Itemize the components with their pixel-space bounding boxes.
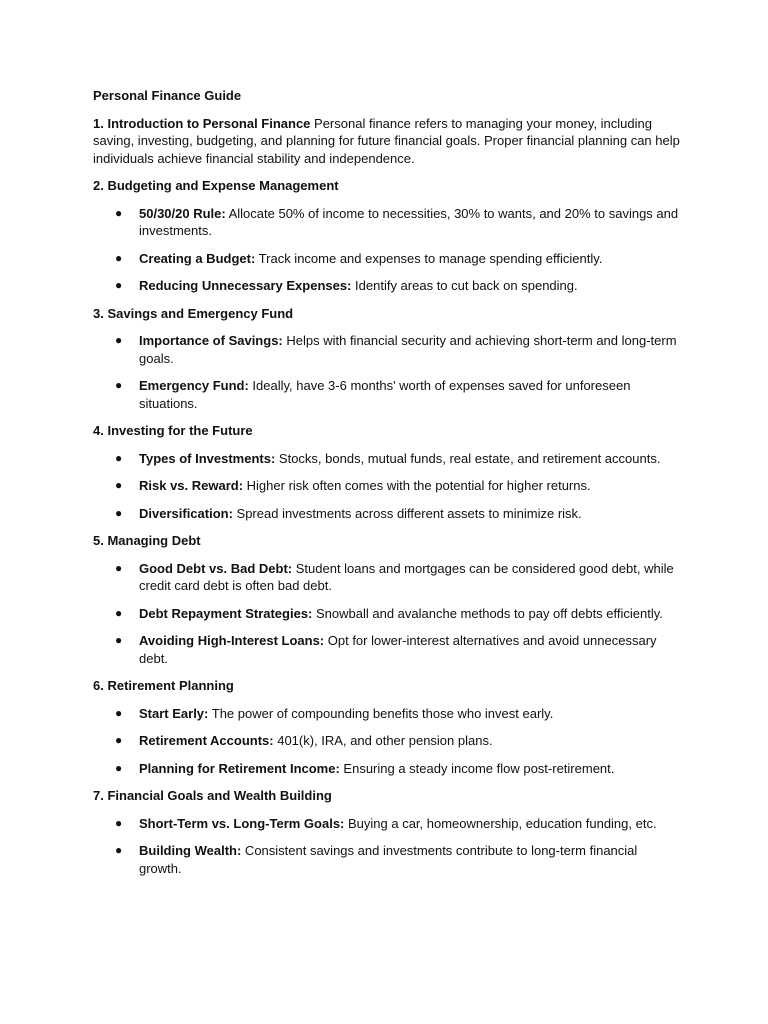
item-term: Retirement Accounts: [139,733,274,748]
item-term: Good Debt vs. Bad Debt: [139,560,293,576]
list-item [93,450,683,468]
item-text: Snowball and avalanche methods to pay off debts efficiently. [312,605,663,621]
list-item [93,205,683,240]
list-item [93,332,683,367]
list-item [93,760,683,778]
list-item [93,705,683,723]
item-term: Debt Repayment Strategies: [139,605,313,621]
item-text: Helps with financial security and achieving short-term and long-term goals. [139,333,677,366]
section-heading: 6. Retirement Planning [93,678,234,693]
intro-text: Personal finance refers to managing your money, including saving, investing, budgeting, and planning for future financial goals. Proper financial planning can help individuals achieve financial stability and independence. [93,115,680,166]
section-heading: 7. Financial Goals and Wealth Building [93,788,332,803]
item-term: Emergency Fund: [139,378,249,393]
bullet-icon: ● [115,843,123,857]
section-heading: 2. Budgeting and Expense Management [93,178,339,193]
bullet-icon: ● [115,478,123,492]
item-term: Avoiding High-Interest Loans: [139,633,325,648]
list-item [93,842,683,877]
item-term: Creating a Budget: [139,250,256,266]
list-item [93,505,683,523]
section-heading: 5. Managing Debt [93,533,201,548]
item-text: Stocks, bonds, mutual funds, real estate, and retirement accounts. [275,450,661,466]
item-text: Ideally, have 3-6 months' worth of expenses saved for unforeseen situations. [139,378,631,411]
bullet-icon: ● [115,250,123,265]
item-term: Risk vs. Reward: [139,478,244,493]
bullet-icon: ● [115,705,123,720]
list-item [93,477,683,495]
item-text: Student loans and mortgages can be considered good debt, while credit card debt is often bad debt. [139,560,674,593]
item-text: The power of compounding benefits those who invest early. [208,705,554,721]
list-item [93,605,683,623]
item-term: Importance of Savings: [139,333,283,348]
item-text: 401(k), IRA, and other pension plans. [273,733,493,748]
bullet-icon: ● [115,205,123,220]
bullet-icon: ● [115,333,123,347]
bullet-icon: ● [115,505,123,520]
bullet-icon: ● [115,815,123,830]
list-item [93,377,683,412]
list-item [93,250,683,268]
section-list [93,332,683,412]
item-text: Buying a car, homeownership, education funding, etc. [344,815,657,831]
item-term: Building Wealth: [139,843,242,858]
section-heading: 3. Savings and Emergency Fund [93,305,294,321]
bullet-icon: ● [115,278,123,292]
bullet-icon: ● [115,733,123,747]
document-title: Personal Finance Guide [93,88,242,103]
list-item [93,732,683,750]
item-term: Planning for Retirement Income: [139,760,340,776]
document-page [93,87,683,887]
bullet-icon: ● [115,378,123,392]
item-text: Ensuring a steady income flow post-retirement. [339,760,615,776]
bullet-icon: ● [115,450,123,465]
item-term: Types of Investments: [139,450,276,466]
list-item [93,815,683,833]
list-item [93,560,683,595]
bullet-icon: ● [115,560,123,575]
section-list [93,815,683,878]
section-list [93,705,683,778]
list-item [93,632,683,667]
item-term: Short-Term vs. Long-Term Goals: [139,815,345,831]
item-text: Higher risk often comes with the potential for higher returns. [243,478,591,493]
section-list [93,450,683,523]
item-text: Opt for lower-interest alternatives and avoid unnecessary debt. [139,633,657,666]
item-text: Spread investments across different assets to minimize risk. [232,505,582,521]
bullet-icon: ● [115,760,123,775]
section-list [93,205,683,295]
item-term: 50/30/20 Rule: [139,205,226,221]
section-heading: 4. Investing for the Future [93,423,253,438]
item-term: Diversification: [139,505,233,521]
bullet-icon: ● [115,633,123,647]
bullet-icon: ● [115,605,123,620]
item-text: Allocate 50% of income to necessities, 30% to wants, and 20% to savings and investments. [139,205,679,238]
item-text: Track income and expenses to manage spending efficiently. [255,250,603,266]
intro-paragraph [93,115,683,168]
item-text: Identify areas to cut back on spending. [351,278,578,293]
list-item [93,277,683,295]
item-term: Reducing Unnecessary Expenses: [139,278,352,293]
item-term: Start Early: [139,705,209,721]
item-text: Consistent savings and investments contribute to long-term financial growth. [139,843,638,876]
intro-heading: 1. Introduction to Personal Finance [93,115,311,131]
section-list [93,560,683,668]
